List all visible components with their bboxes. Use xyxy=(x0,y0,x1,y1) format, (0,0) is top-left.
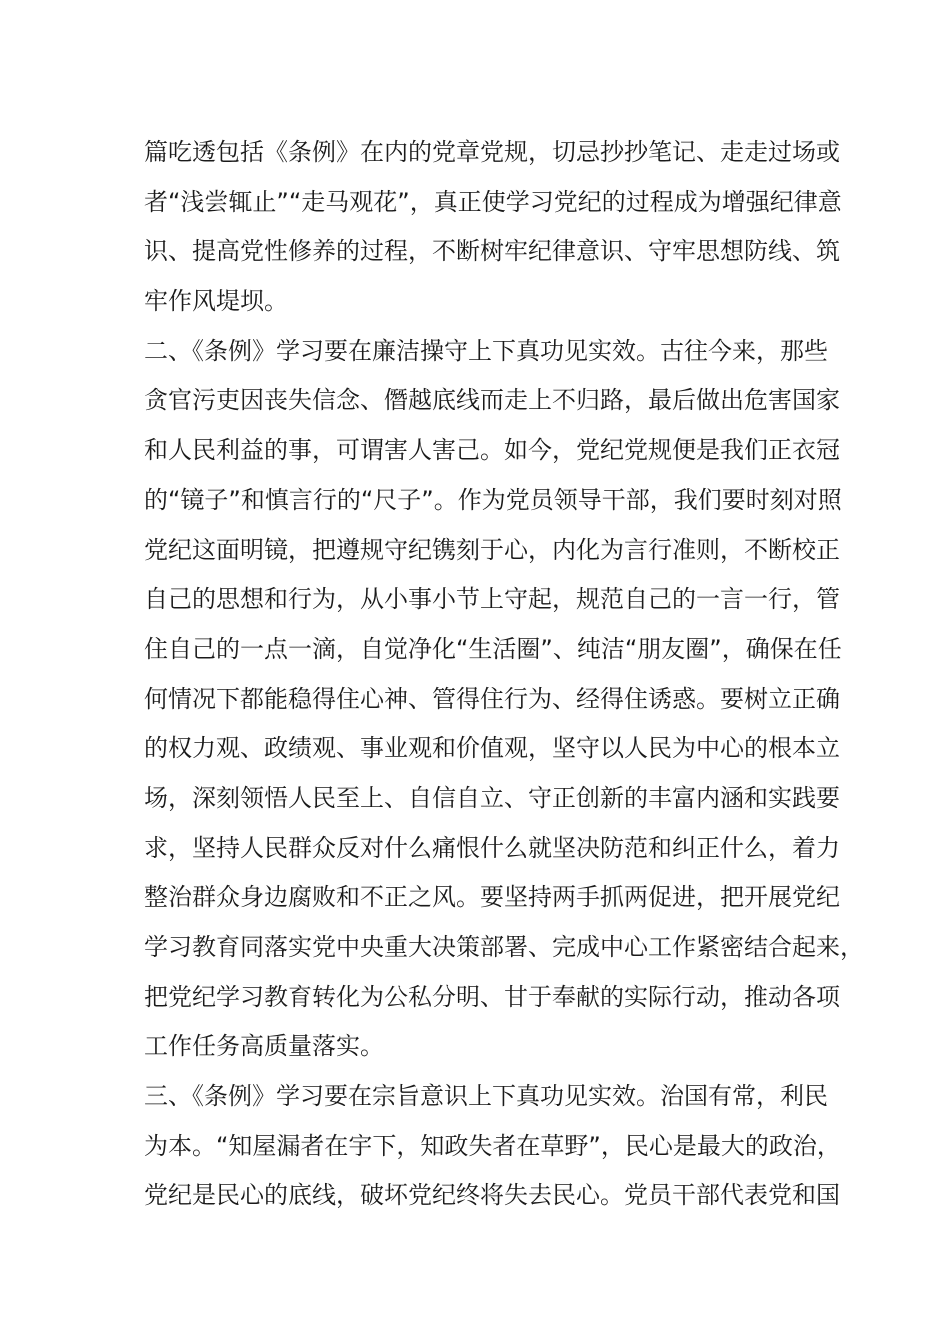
text-line: 求，坚持人民群众反对什么痛恨什么就坚决防范和纠正什么，着力 xyxy=(144,833,840,862)
text-line: 场，深刻领悟人民至上、自信自立、守正创新的丰富内涵和实践要 xyxy=(144,783,840,812)
text-line: 的权力观、政绩观、事业观和价值观，坚守以人民为中心的根本立 xyxy=(144,734,840,763)
text-line: 党纪这面明镜，把遵规守纪镌刻于心，内化为言行准则，不断校正 xyxy=(144,535,840,564)
text-line: 者“浅尝辄止”“走马观花”，真正使学习党纪的过程成为增强纪律意 xyxy=(144,187,842,216)
text-line: 牢作风堤坝。 xyxy=(144,287,288,316)
text-line: 的“镜子”和慎言行的“尺子”。作为党员领导干部，我们要时刻对照 xyxy=(144,485,842,514)
text-line: 整治群众身边腐败和不正之风。要坚持两手抓两促进，把开展党纪 xyxy=(144,883,840,912)
text-line: 篇吃透包括《条例》在内的党章党规，切忌抄抄笔记、走走过场或 xyxy=(144,138,840,166)
section-heading-line: 三、《条例》学习要在宗旨意识上下真功见实效。治国有常，利民 xyxy=(144,1082,828,1111)
text-line: 住自己的一点一滴，自觉净化“生活圈”、纯洁“朋友圈”，确保在任 xyxy=(144,634,842,663)
text-line: 党纪是民心的底线，破坏党纪终将失去民心。党员干部代表党和国 xyxy=(144,1181,840,1210)
text-line: 识、提高党性修养的过程，不断树牢纪律意识、守牢思想防线、筑 xyxy=(144,237,840,266)
text-line: 何情况下都能稳得住心神、管得住行为、经得住诱惑。要树立正确 xyxy=(144,684,840,713)
text-line: 和人民利益的事，可谓害人害己。如今，党纪党规便是我们正衣冠 xyxy=(144,436,840,465)
text-line: 为本。“知屋漏者在宇下，知政失者在草野”，民心是最大的政治， xyxy=(144,1131,841,1160)
text-line: 贪官污吏因丧失信念、僭越底线而走上不归路，最后做出危害国家 xyxy=(144,386,840,415)
section-heading-line: 二、《条例》学习要在廉洁操守上下真功见实效。古往今来，那些 xyxy=(144,336,828,365)
body-text xyxy=(144,128,864,1221)
text-line: 工作任务高质量落实。 xyxy=(144,1032,384,1061)
text-line: 自己的思想和行为，从小事小节上守起，规范自己的一言一行，管 xyxy=(144,585,840,614)
text-line: 学习教育同落实党中央重大决策部署、完成中心工作紧密结合起来， xyxy=(144,933,864,961)
text-line: 把党纪学习教育转化为公私分明、甘于奉献的实际行动，推动各项 xyxy=(144,982,840,1011)
